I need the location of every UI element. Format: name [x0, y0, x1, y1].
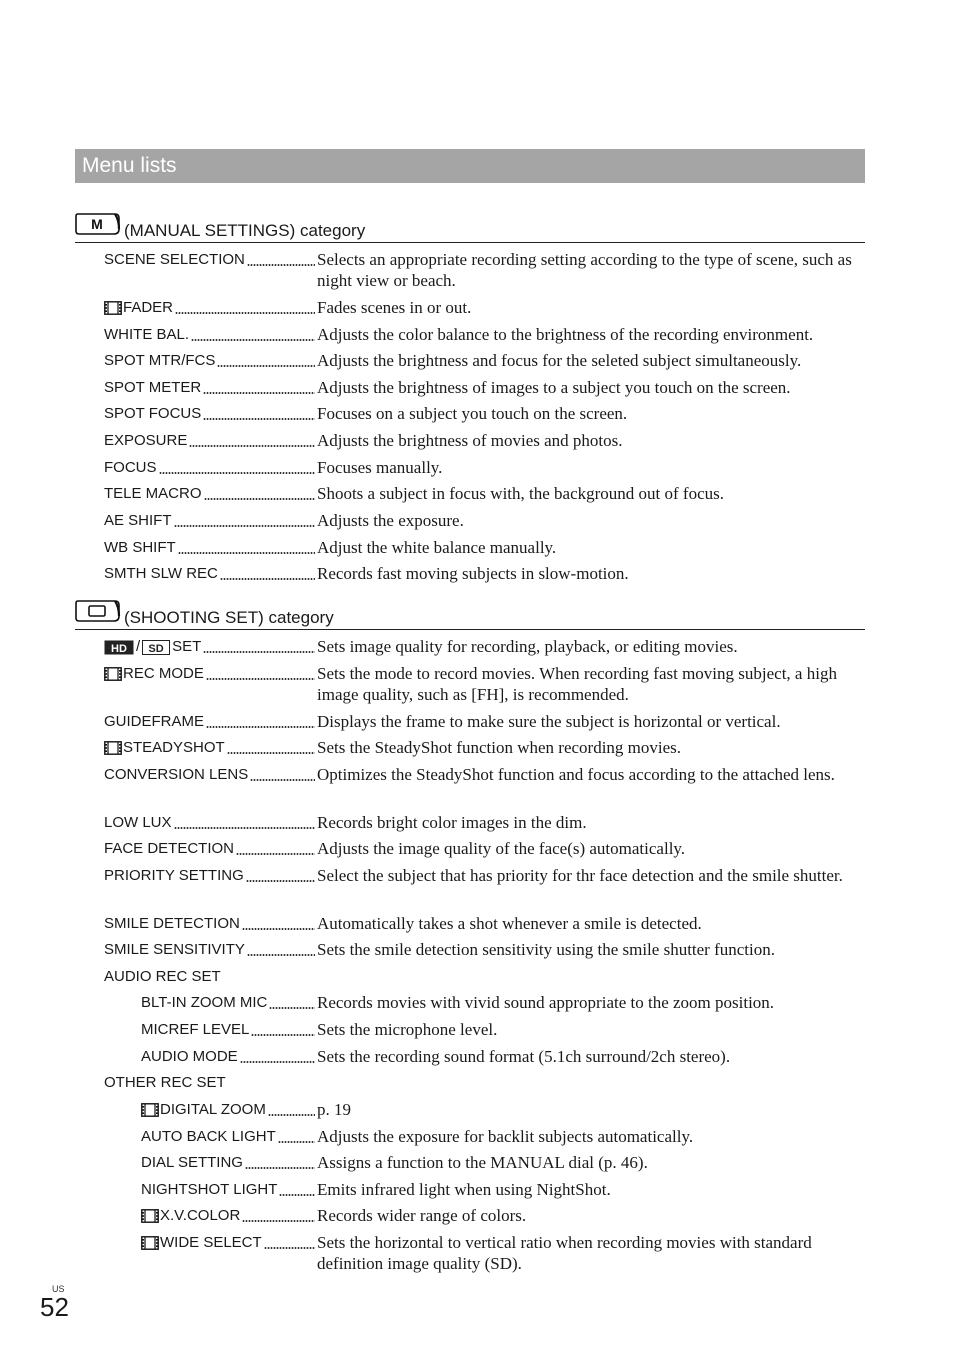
menu-desc: Adjusts the brightness of movies and photos.: [317, 431, 623, 450]
menu-term: [104, 866, 244, 886]
menu-desc: Emits infrared light when using NightShot.: [317, 1180, 611, 1199]
dot-leader: [279, 1193, 315, 1197]
dot-leader: [246, 879, 315, 883]
menu-term-label: GUIDEFRAME: [104, 713, 205, 730]
menu-term: [141, 1100, 266, 1120]
menu-term-label: WIDE SELECT: [160, 1234, 262, 1251]
menu-term-label: SPOT METER: [104, 379, 202, 396]
movie-icon: [141, 1236, 159, 1250]
movie-icon: [104, 741, 122, 755]
menu-desc: Records movies with vivid sound appropriate to the zoom position.: [317, 993, 775, 1012]
menu-term: [141, 1206, 240, 1226]
menu-desc: Displays the frame to make sure the subject is horizontal or vertical.: [317, 712, 781, 731]
manual-settings-label: (MANUAL SETTINGS) category: [124, 221, 366, 240]
menu-term: [104, 765, 248, 785]
menu-term: [104, 378, 201, 398]
dot-leader: [178, 551, 315, 555]
menu-term: [104, 484, 202, 504]
menu-desc: Sets image quality for recording, playback, or editing movies.: [317, 637, 738, 656]
menu-term: [141, 1020, 249, 1040]
menu-term-label: AE SHIFT: [104, 512, 172, 529]
shooting-set-label: (SHOOTING SET) category: [124, 608, 334, 627]
dot-leader: [242, 1219, 315, 1223]
movie-icon: [141, 1209, 159, 1223]
menu-term: [104, 940, 245, 960]
menu-term: [104, 431, 187, 451]
menu-desc: p. 19: [317, 1100, 351, 1119]
menu-desc: Shoots a subject in focus with, the background out of focus.: [317, 484, 724, 503]
menu-desc: Records fast moving subjects in slow-motion.: [317, 564, 629, 583]
dot-leader: [204, 497, 315, 501]
set-label: SET: [172, 638, 202, 655]
menu-desc: Sets the SteadyShot function when recording movies.: [317, 738, 682, 757]
dot-leader: [247, 263, 315, 267]
menu-term-label: NIGHTSHOT LIGHT: [141, 1181, 278, 1198]
other-rec-set-heading: OTHER REC SET: [104, 1074, 226, 1091]
menu-term: [104, 712, 204, 732]
dot-leader: [251, 1033, 315, 1037]
menu-desc: Sets the recording sound format (5.1ch surround/2ch stereo).: [317, 1047, 731, 1066]
menu-term: [104, 738, 225, 758]
dot-leader: [174, 524, 315, 528]
menu-term-label: BLT-IN ZOOM MIC: [141, 994, 268, 1011]
dot-leader: [206, 725, 315, 729]
menu-term: [104, 250, 245, 270]
menu-desc: Automatically takes a shot whenever a smile is detected.: [317, 914, 702, 933]
slash-separator: /: [136, 638, 141, 655]
dot-leader: [191, 338, 315, 342]
dot-leader: [175, 311, 315, 315]
camera-mode-icon: [75, 599, 121, 625]
menu-term-label: FOCUS: [104, 459, 157, 476]
menu-term: [141, 1153, 243, 1173]
sd-quality-icon: [142, 640, 170, 655]
hd-quality-icon: [104, 640, 134, 655]
menu-term-label: AUDIO MODE: [141, 1048, 238, 1065]
menu-desc: Adjusts the image quality of the face(s) automatically.: [317, 839, 686, 858]
dot-leader: [236, 852, 315, 856]
menu-term: [104, 325, 189, 345]
menu-term-label: SMILE SENSITIVITY: [104, 941, 245, 958]
menu-desc: Selects an appropriate recording setting according to the type of scene, such as night view or beach.: [317, 250, 852, 290]
menu-term-label: FADER: [123, 299, 174, 316]
menu-desc: Focuses manually.: [317, 458, 443, 477]
page-title: Menu lists: [75, 149, 865, 183]
menu-desc: Optimizes the SteadyShot function and focus according to the attached lens.: [317, 765, 835, 784]
menu-term-label: WB SHIFT: [104, 539, 176, 556]
menu-term: [104, 813, 172, 833]
dot-leader: [264, 1246, 315, 1250]
menu-term-label: LOW LUX: [104, 814, 172, 831]
shooting-set-header: [75, 599, 865, 630]
svg-text:HD: HD: [111, 642, 127, 655]
menu-term: [104, 511, 172, 531]
menu-term: [141, 993, 267, 1013]
movie-icon: [104, 667, 122, 681]
menu-term: [104, 664, 204, 684]
dot-leader: [242, 927, 315, 931]
dot-leader: [203, 391, 315, 395]
menu-desc: Adjusts the exposure.: [317, 511, 464, 530]
menu-term: [104, 404, 201, 424]
menu-term-label: EXPOSURE: [104, 432, 188, 449]
menu-term-label: SPOT FOCUS: [104, 405, 202, 422]
dot-leader: [206, 677, 315, 681]
menu-term-label: MICREF LEVEL: [141, 1021, 250, 1038]
menu-desc: Adjust the white balance manually.: [317, 538, 557, 557]
menu-term-label: CONVERSION LENS: [104, 766, 249, 783]
dot-leader: [203, 417, 315, 421]
manual-icon-letter: M: [91, 216, 103, 232]
menu-term-label: WHITE BAL.: [104, 326, 190, 343]
menu-term: [104, 637, 201, 657]
menu-term: [104, 564, 218, 584]
dot-leader: [247, 953, 315, 957]
menu-desc: Sets the smile detection sensitivity using the smile shutter function.: [317, 940, 775, 959]
menu-term-label: TELE MACRO: [104, 485, 202, 502]
dot-leader: [269, 1006, 315, 1010]
movie-icon: [104, 301, 122, 315]
dot-leader: [227, 751, 315, 755]
menu-term-label: FACE DETECTION: [104, 840, 235, 857]
menu-desc: Sets the horizontal to vertical ratio when recording movies with standard definition image quality (SD).: [317, 1233, 812, 1273]
dot-leader: [174, 826, 315, 830]
menu-term-label: SMTH SLW REC: [104, 565, 218, 582]
menu-term-label: STEADYSHOT: [123, 739, 225, 756]
menu-term-label: DIAL SETTING: [141, 1154, 243, 1171]
audio-rec-set-heading: AUDIO REC SET: [104, 968, 221, 985]
menu-term-label: AUTO BACK LIGHT: [141, 1128, 276, 1145]
menu-term-label: SCENE SELECTION: [104, 251, 245, 268]
menu-term: [141, 1127, 276, 1147]
menu-term: [104, 298, 173, 318]
menu-term: [104, 458, 157, 478]
menu-term-label: SPOT MTR/FCS: [104, 352, 216, 369]
dot-leader: [250, 778, 315, 782]
dot-leader: [217, 364, 315, 368]
menu-term-label: REC MODE: [123, 665, 204, 682]
dot-leader: [240, 1060, 315, 1064]
dot-leader: [159, 471, 316, 475]
dot-leader: [189, 444, 315, 448]
menu-term-label: PRIORITY SETTING: [104, 867, 244, 884]
menu-desc: Adjusts the brightness of images to a subject you touch on the screen.: [317, 378, 791, 397]
menu-desc: Records wider range of colors.: [317, 1206, 527, 1225]
menu-desc: Assigns a function to the MANUAL dial (p. 46).: [317, 1153, 648, 1172]
menu-term: [104, 839, 234, 859]
menu-term: [104, 914, 240, 934]
region-code: US: [52, 1284, 65, 1294]
dot-leader: [220, 577, 315, 581]
menu-desc: Select the subject that has priority for thr face detection and the smile shutter.: [317, 866, 843, 885]
menu-desc: Sets the mode to record movies. When recording fast moving subject, a high image quality, such as [FH], is recommended.: [317, 664, 837, 704]
menu-desc: Sets the microphone level.: [317, 1020, 498, 1039]
menu-desc: Records bright color images in the dim.: [317, 813, 587, 832]
dot-leader: [203, 650, 315, 654]
movie-icon: [141, 1103, 159, 1117]
manual-settings-header: [75, 212, 865, 243]
menu-term: [104, 351, 215, 371]
page-number: 52: [40, 1292, 69, 1322]
menu-term-label: DIGITAL ZOOM: [160, 1101, 266, 1118]
menu-desc: Focuses on a subject you touch on the screen.: [317, 404, 628, 423]
svg-text:SD: SD: [148, 642, 164, 655]
dot-leader: [278, 1140, 315, 1144]
dot-leader: [245, 1166, 315, 1170]
menu-term: [104, 538, 176, 558]
menu-desc: Fades scenes in or out.: [317, 298, 472, 317]
menu-desc: Adjusts the brightness and focus for the seleted subject simultaneously.: [317, 351, 802, 370]
menu-desc: Adjusts the color balance to the brightness of the recording environment.: [317, 325, 814, 344]
menu-desc: Adjusts the exposure for backlit subjects automatically.: [317, 1127, 694, 1146]
dot-leader: [268, 1113, 315, 1117]
menu-term: [141, 1180, 277, 1200]
menu-term: [141, 1233, 262, 1253]
menu-term-label: X.V.COLOR: [160, 1207, 241, 1224]
manual-mode-icon: [75, 212, 121, 238]
menu-term: [141, 1047, 238, 1067]
menu-term-label: SMILE DETECTION: [104, 915, 240, 932]
